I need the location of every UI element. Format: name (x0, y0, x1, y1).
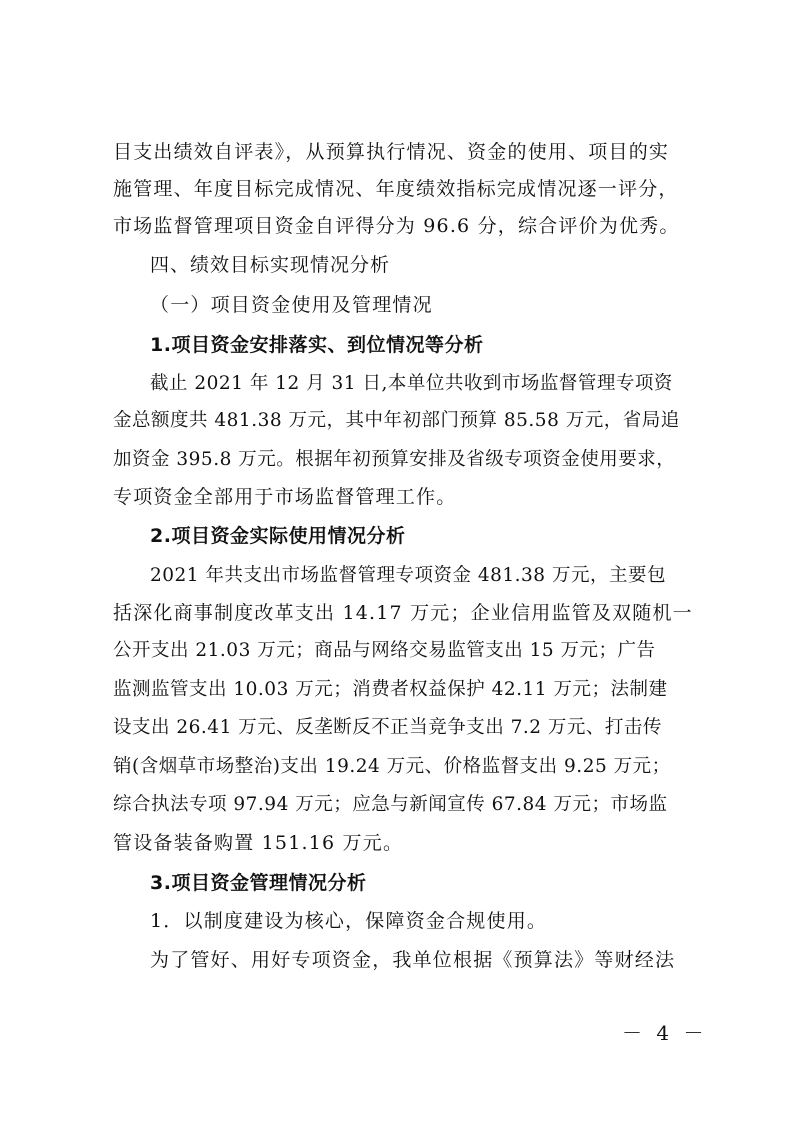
body-text-line: 设支出 26.41 万元、反垄断反不正当竞争支出 7.2 万元、打击传 (113, 717, 662, 738)
bold-heading: 3.项目资金管理情况分析 (150, 872, 367, 894)
body-text-line: 公开支出 21.03 万元；商品与网络交易监管支出 15 万元；广告 (113, 640, 656, 661)
body-text-line: 截止 2021 年 12 月 31 日,本单位共收到市场监督管理专项资 (150, 373, 673, 394)
body-text-line: 施管理、年度目标完成情况、年度绩效指标完成情况逐一评分， (113, 178, 679, 200)
subsection-heading: （一）项目资金使用及管理情况 (150, 294, 433, 316)
section-heading: 四、绩效目标实现情况分析 (150, 254, 391, 276)
body-text-line: 专项资金全部用于市场监督管理工作。 (113, 486, 457, 508)
body-text-line: 2021 年共支出市场监督管理专项资金 481.38 万元，主要包 (150, 565, 666, 586)
body-text-line: 加资金 395.8 万元。根据年初预算安排及省级专项资金使用要求， (113, 449, 676, 470)
body-text-line: 1．以制度建设为核心，保障资金合规使用。 (150, 910, 548, 932)
body-text-line: 综合执法专项 97.94 万元；应急与新闻宣传 67.84 万元；市场监 (113, 794, 668, 815)
body-text-line: 括深化商事制度改革支出 14.17 万元；企业信用监管及双随机一 (113, 602, 693, 624)
body-text-line: 目支出绩效自评表》，从预算执行情况、资金的使用、项目的实 (113, 141, 670, 163)
body-text-line: 金总额度共 481.38 万元，其中年初部门预算 85.58 万元，省局追 (113, 410, 680, 431)
body-text-line: 监测监管支出 10.03 万元；消费者权益保护 42.11 万元；法制建 (113, 679, 668, 700)
bold-heading: 2.项目资金实际使用情况分析 (150, 525, 406, 547)
body-text-line: 为了管好、用好专项资金，我单位根据《预算法》等财经法 (150, 949, 676, 971)
body-text-line: 销(含烟草市场整治)支出 19.24 万元、价格监督支出 9.25 万元； (113, 756, 671, 777)
bold-heading: 1.项目资金安排落实、到位情况等分析 (150, 334, 484, 356)
page-number: － 4 － (622, 1021, 708, 1045)
body-text-line: 管设备装备购置 151.16 万元。 (113, 832, 404, 854)
body-text-line: 市场监督管理项目资金自评得分为 96.6 分，综合评价为优秀。 (113, 215, 680, 237)
